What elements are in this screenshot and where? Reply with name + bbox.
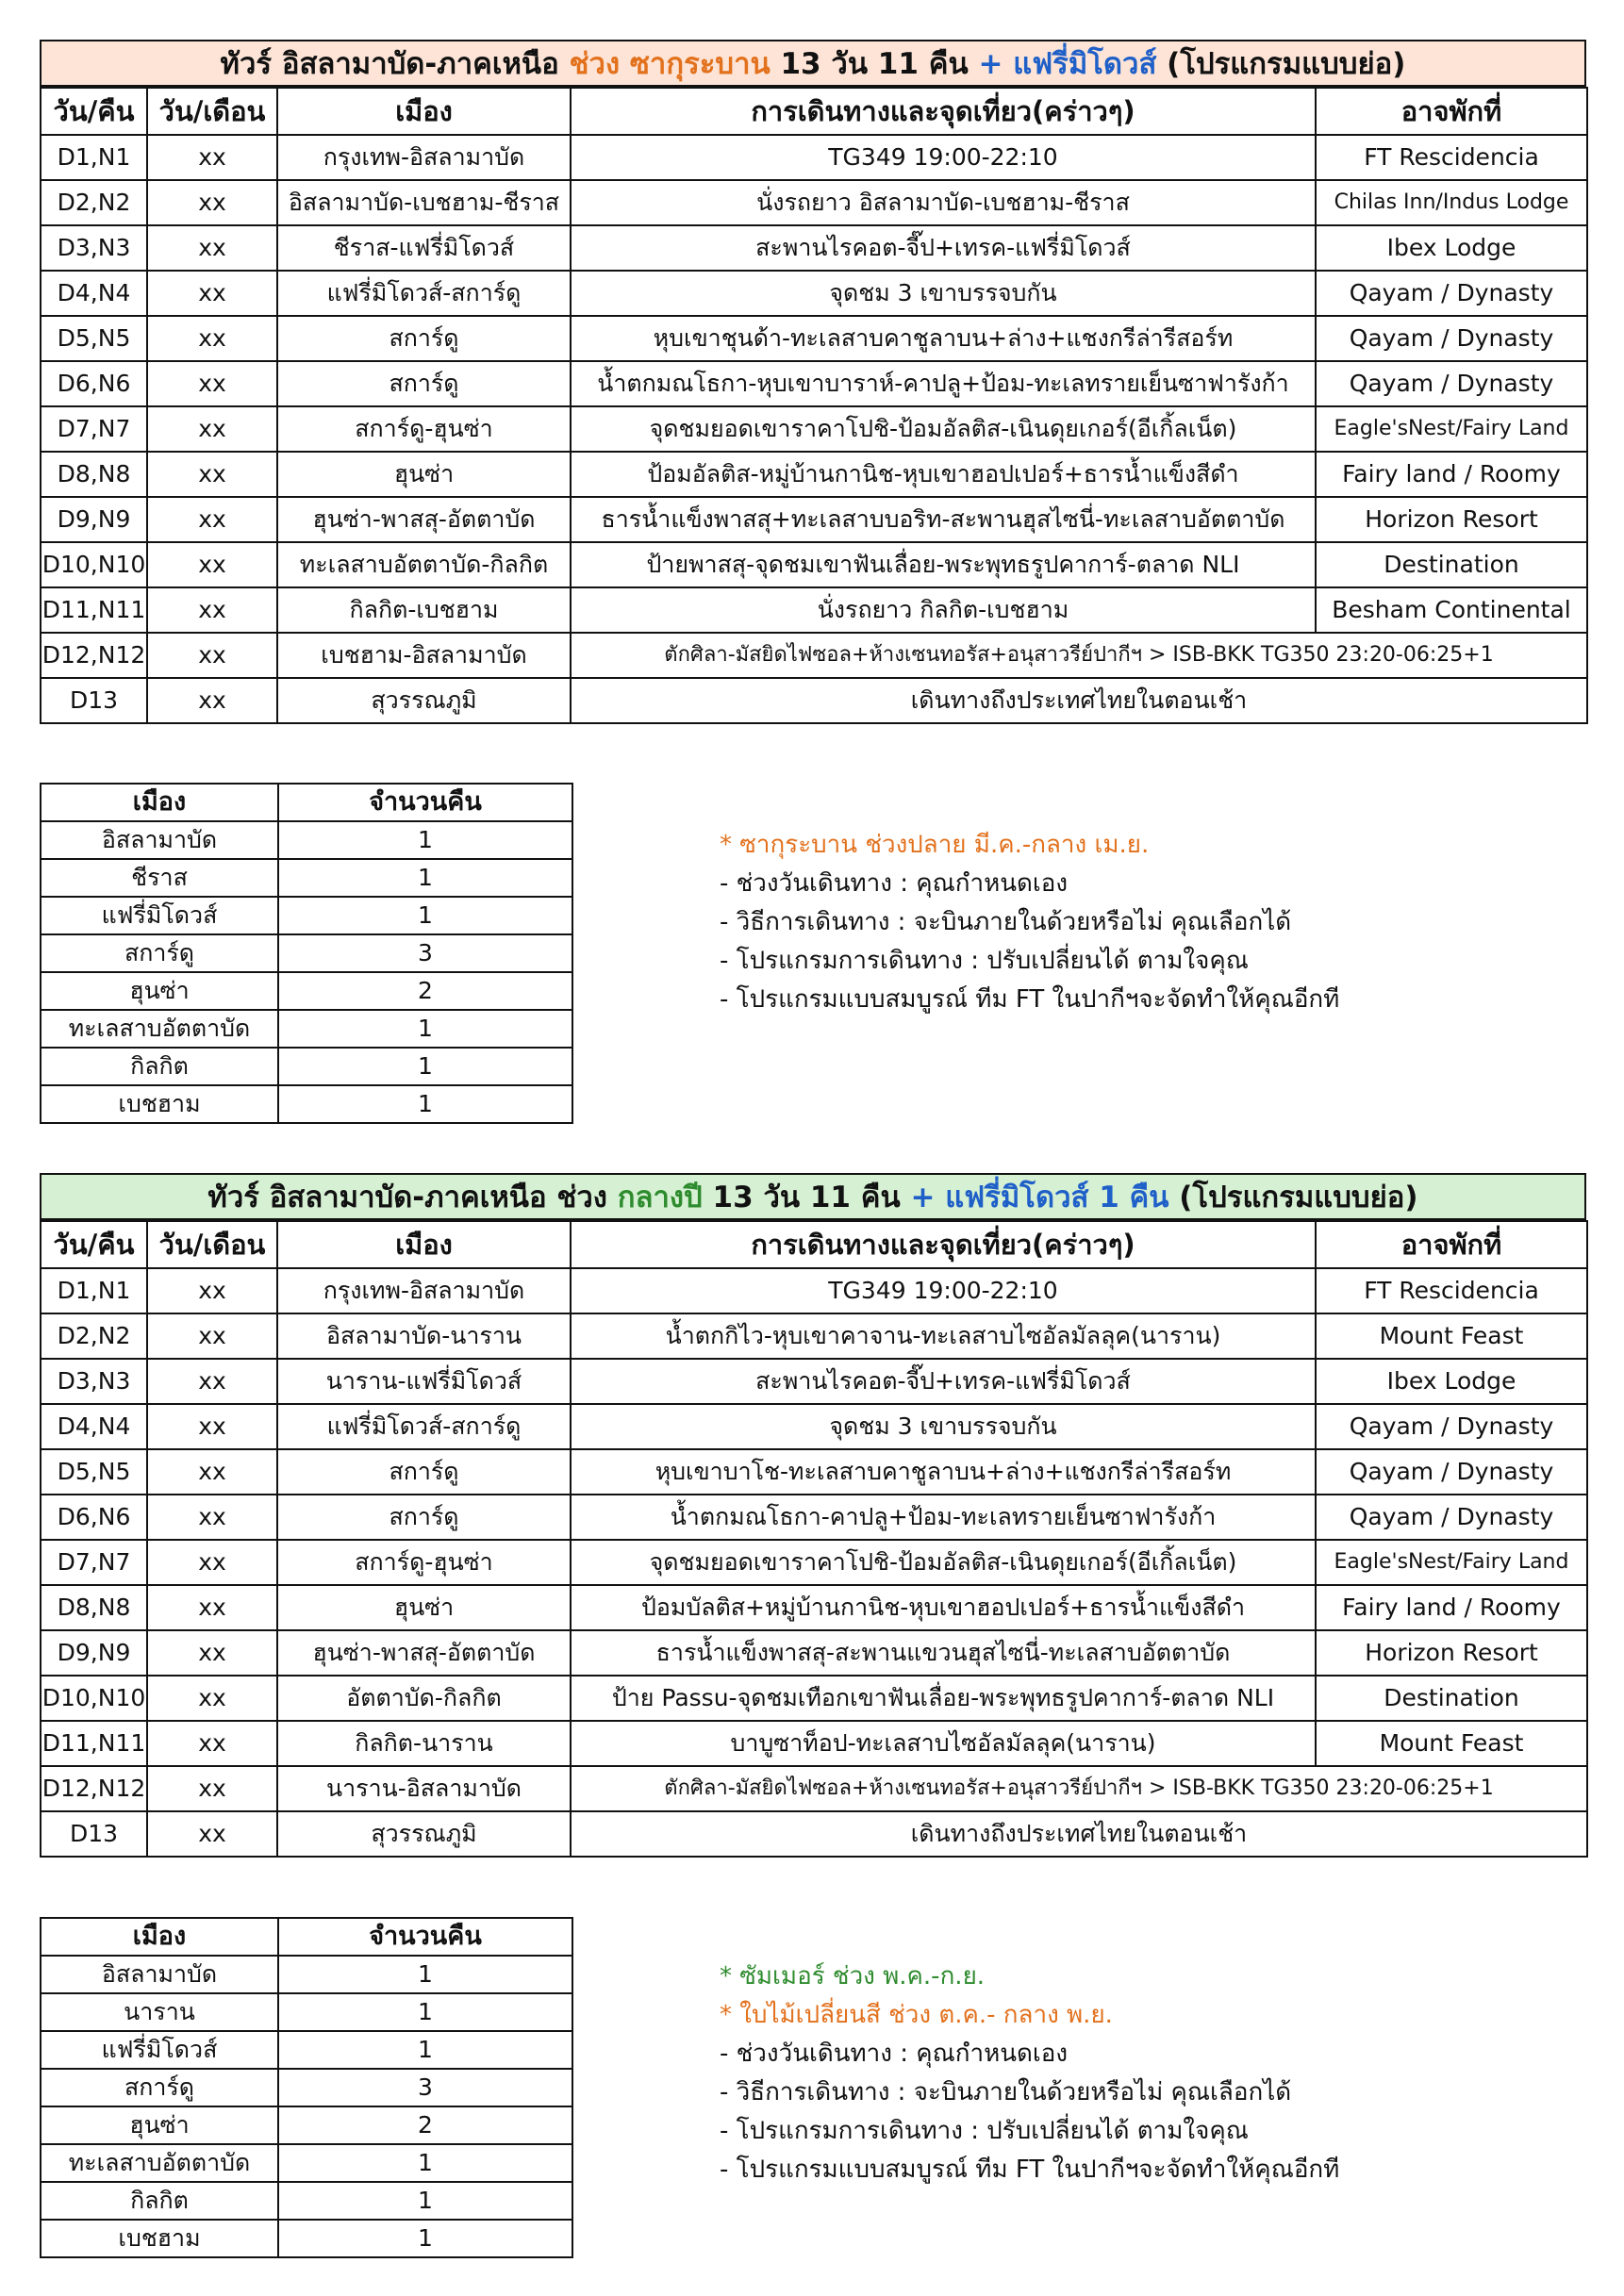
title-part: 13 วัน 11 คืน — [780, 47, 979, 81]
route-cell: หุบเขาบาโช-ทะเลสาบคาชูลาบน+ล่าง+แชงกรีล่ารีสอร์ท — [571, 1449, 1316, 1495]
table-row — [41, 972, 572, 1010]
section-title — [40, 40, 1586, 87]
date-cell: xx — [147, 1676, 277, 1721]
table-row — [41, 633, 1587, 678]
city-cell: สการ์ดู — [41, 2069, 278, 2106]
route-cell: น้ำตกมณโธกา-คาปลู+ป้อม-ทะเลทรายเย็นซาฟารังก้า — [571, 1495, 1316, 1540]
route-cell: ป้อมบัลติส+หมู่บ้านกานิช-หุบเขาฮอปเปอร์+ธารน้ำแข็งสีดำ — [571, 1585, 1316, 1630]
day-cell: D6,N6 — [41, 361, 147, 406]
date-cell: xx — [147, 452, 277, 497]
note-line: - โปรแกรมแบบสมบูรณ์ ทีม FT ในปากีฯจะจัดทำให้คุณอีกที — [720, 985, 1340, 1014]
date-cell: xx — [147, 271, 277, 316]
night-count-cell: 2 — [278, 2106, 572, 2144]
date-cell: xx — [147, 1268, 277, 1313]
day-cell: D1,N1 — [41, 1268, 147, 1313]
night-count-cell: 1 — [278, 897, 572, 934]
table-row — [41, 1993, 572, 2031]
day-cell: D8,N8 — [41, 1585, 147, 1630]
hotel-cell: Qayam / Dynasty — [1316, 361, 1587, 406]
title-part: (โปรแกรมแบบย่อ) — [1179, 1181, 1418, 1214]
date-cell: xx — [147, 542, 277, 587]
city-cell: ชีราส — [41, 859, 278, 897]
header-night-count: จำนวนคืน — [278, 1918, 572, 1956]
city-cell: กิลกิต — [41, 1048, 278, 1085]
hotel-cell: Besham Continental — [1316, 587, 1587, 633]
table-row — [41, 452, 1587, 497]
header-city: เมือง — [41, 1918, 278, 1956]
table-row — [41, 180, 1587, 225]
city-cell: แฟรี่มิโดวส์-สการ์ดู — [277, 1404, 571, 1449]
table-row — [41, 678, 1587, 723]
table-row — [41, 859, 572, 897]
hotel-cell: Mount Feast — [1316, 1313, 1587, 1359]
table-row — [41, 2144, 572, 2182]
city-cell: ฮุนซ่า-พาสสุ-อัตตาบัด — [277, 497, 571, 542]
day-cell: D10,N10 — [41, 1676, 147, 1721]
table-row — [41, 1048, 572, 1085]
route-cell: หุบเขาชุนด้า-ทะเลสาบคาชูลาบน+ล่าง+แชงกรีล่ารีสอร์ท — [571, 316, 1316, 361]
title-part: 13 วัน 11 คืน — [712, 1181, 911, 1214]
table-row — [41, 934, 572, 972]
title-part: ช่วง ซากุระบาน — [569, 47, 781, 81]
notes-block — [720, 1957, 1339, 2189]
route-cell: ป้อมอัลติส-หมู่บ้านกานิช-หุบเขาฮอปเปอร์+ธารน้ำแข็งสีดำ — [571, 452, 1316, 497]
date-cell: xx — [147, 1630, 277, 1676]
day-cell: D3,N3 — [41, 225, 147, 271]
table-row — [41, 1495, 1587, 1540]
header-city: เมือง — [277, 88, 571, 135]
night-count-cell: 1 — [278, 1085, 572, 1123]
hotel-cell: FT Rescidencia — [1316, 1268, 1587, 1313]
table-row — [41, 225, 1587, 271]
route-cell: จุดชมยอดเขาราคาโปชิ-ป้อมอัลติส-เนินดุยเกอร์(อีเกิ้ลเน็ต) — [571, 1540, 1316, 1585]
night-count-cell: 1 — [278, 821, 572, 859]
table-row — [41, 1449, 1587, 1495]
note-line: - วิธีการเดินทาง : จะบินภายในด้วยหรือไม่ คุณเลือกได้ — [720, 908, 1292, 936]
table-row — [41, 542, 1587, 587]
city-cell: อัตตาบัด-กิลกิต — [277, 1676, 571, 1721]
city-cell: นาราน — [41, 1993, 278, 2031]
hotel-cell: Horizon Resort — [1316, 1630, 1587, 1676]
hotel-cell: Ibex Lodge — [1316, 1359, 1587, 1404]
date-cell: xx — [147, 1404, 277, 1449]
city-cell: แฟรี่มิโดวส์-สการ์ดู — [277, 271, 571, 316]
itinerary-table — [40, 87, 1588, 724]
itinerary-section-midyear — [40, 1173, 1586, 1858]
table-row — [41, 1630, 1587, 1676]
title-part: (โปรแกรมแบบย่อ) — [1167, 47, 1406, 81]
hotel-cell: Qayam / Dynasty — [1316, 1449, 1587, 1495]
night-count-cell: 1 — [278, 2182, 572, 2220]
city-cell: สุวรรณภูมิ — [277, 678, 571, 723]
day-cell: D5,N5 — [41, 316, 147, 361]
table-row — [41, 821, 572, 859]
city-cell: อิสลามาบัด — [41, 821, 278, 859]
night-count-cell: 1 — [278, 2220, 572, 2257]
table-row — [41, 1721, 1587, 1766]
city-cell: ฮุนซ่า — [41, 2106, 278, 2144]
date-cell: xx — [147, 1313, 277, 1359]
night-count-cell: 3 — [278, 934, 572, 972]
note-line: - วิธีการเดินทาง : จะบินภายในด้วยหรือไม่ คุณเลือกได้ — [720, 2078, 1292, 2106]
table-row — [41, 406, 1587, 452]
route-cell: น้ำตกกิไว-หุบเขาคาจาน-ทะเลสาบไซอัลมัลลุค(นาราน) — [571, 1313, 1316, 1359]
table-row — [41, 1766, 1587, 1811]
city-cell: สุวรรณภูมิ — [277, 1811, 571, 1857]
day-cell: D13 — [41, 678, 147, 723]
route-cell: น้ำตกมณโธกา-หุบเขาบาราห์-คาปลู+ป้อม-ทะเลทรายเย็นซาฟารังก้า — [571, 361, 1316, 406]
date-cell: xx — [147, 180, 277, 225]
city-cell: ทะเลสาบอัตตาบัด — [41, 2144, 278, 2182]
table-row — [41, 1010, 572, 1048]
note-line: - โปรแกรมการเดินทาง : ปรับเปลี่ยนได้ ตามใจคุณ — [720, 947, 1249, 975]
night-count-cell: 1 — [278, 1048, 572, 1085]
city-cell: ฮุนซ่า-พาสสุ-อัตตาบัด — [277, 1630, 571, 1676]
table-row — [41, 2220, 572, 2257]
night-count-cell: 1 — [278, 1956, 572, 1993]
table-row — [41, 2106, 572, 2144]
table-row — [41, 1085, 572, 1123]
city-cell: สการ์ดู — [277, 1495, 571, 1540]
table-row — [41, 1811, 1587, 1857]
date-cell: xx — [147, 316, 277, 361]
hotel-cell: Eagle'sNest/Fairy Land — [1316, 406, 1587, 452]
city-cell: สการ์ดู-ฮุนซ่า — [277, 1540, 571, 1585]
header-day-night: วัน/คืน — [41, 88, 147, 135]
city-cell: กรุงเทพ-อิสลามาบัด — [277, 135, 571, 180]
date-cell: xx — [147, 497, 277, 542]
city-cell: สการ์ดู — [277, 316, 571, 361]
day-cell: D6,N6 — [41, 1495, 147, 1540]
route-cell: ธารน้ำแข็งพาสสุ+ทะเลสาบบอริท-สะพานฮุสไซนี่-ทะเลสาบอัตตาบัด — [571, 497, 1316, 542]
table-row — [41, 1540, 1587, 1585]
hotel-cell: FT Rescidencia — [1316, 135, 1587, 180]
section-title — [40, 1173, 1586, 1220]
table-row — [41, 1956, 572, 1993]
title-part: กลางปี — [617, 1181, 713, 1214]
city-cell: สการ์ดู-ฮุนซ่า — [277, 406, 571, 452]
date-cell: xx — [147, 406, 277, 452]
route-cell: สะพานไรคอต-จี๊ป+เทรค-แฟรี่มิโดวส์ — [571, 1359, 1316, 1404]
route-cell: สะพานไรคอต-จี๊ป+เทรค-แฟรี่มิโดวส์ — [571, 225, 1316, 271]
table-row — [41, 1585, 1587, 1630]
route-cell: จุดชม 3 เขาบรรจบกัน — [571, 1404, 1316, 1449]
city-cell: กิลกิต-นาราน — [277, 1721, 571, 1766]
header-city: เมือง — [277, 1221, 571, 1268]
route-cell: นั่งรถยาว กิลกิต-เบชฮาม — [571, 587, 1316, 633]
day-cell: D8,N8 — [41, 452, 147, 497]
city-cell: แฟรี่มิโดวส์ — [41, 2031, 278, 2069]
city-cell: อิสลามาบัด-เบชฮาม-ชีราส — [277, 180, 571, 225]
city-cell: สการ์ดู — [277, 1449, 571, 1495]
city-cell: ทะเลสาบอัตตาบัด-กิลกิต — [277, 542, 571, 587]
hotel-cell: Fairy land / Roomy — [1316, 452, 1587, 497]
city-cell: อิสลามาบัด-นาราน — [277, 1313, 571, 1359]
date-cell: xx — [147, 225, 277, 271]
day-cell: D4,N4 — [41, 271, 147, 316]
table-row — [41, 2182, 572, 2220]
table-row — [41, 1313, 1587, 1359]
day-cell: D7,N7 — [41, 406, 147, 452]
night-count-cell: 3 — [278, 2069, 572, 2106]
header-route: การเดินทางและจุดเที่ยว(คร่าวๆ) — [571, 88, 1316, 135]
route-cell: เดินทางถึงประเทศไทยในตอนเช้า — [571, 1811, 1587, 1857]
city-cell: แฟรี่มิโดวส์ — [41, 897, 278, 934]
city-cell: สการ์ดู — [277, 361, 571, 406]
city-cell: ทะเลสาบอัตตาบัด — [41, 1010, 278, 1048]
date-cell: xx — [147, 1449, 277, 1495]
hotel-cell: Qayam / Dynasty — [1316, 1495, 1587, 1540]
nights-table — [40, 783, 573, 1124]
hotel-cell: Mount Feast — [1316, 1721, 1587, 1766]
day-cell: D11,N11 — [41, 587, 147, 633]
route-cell: TG349 19:00-22:10 — [571, 1268, 1316, 1313]
route-cell: ตักศิลา-มัสยิดไฟซอล+ห้างเซนทอรัส+อนุสาวรีย์ปากีฯ > ISB-BKK TG350 23:20-06:25+1 — [571, 633, 1587, 678]
note-line: * ซัมเมอร์ ช่วง พ.ค.-ก.ย. — [720, 1962, 986, 1990]
city-cell: กรุงเทพ-อิสลามาบัด — [277, 1268, 571, 1313]
title-part: ทัวร์ อิสลามาบัด-ภาคเหนือ — [220, 47, 570, 81]
header-date: วัน/เดือน — [147, 88, 277, 135]
date-cell: xx — [147, 1540, 277, 1585]
date-cell: xx — [147, 1721, 277, 1766]
table-row — [41, 587, 1587, 633]
note-line: - โปรแกรมการเดินทาง : ปรับเปลี่ยนได้ ตามใจคุณ — [720, 2117, 1249, 2145]
route-cell: TG349 19:00-22:10 — [571, 135, 1316, 180]
title-part: ทัวร์ อิสลามาบัด-ภาคเหนือ ช่วง — [207, 1181, 618, 1214]
day-cell: D1,N1 — [41, 135, 147, 180]
table-row — [41, 361, 1587, 406]
date-cell: xx — [147, 361, 277, 406]
table-row — [41, 497, 1587, 542]
hotel-cell: Qayam / Dynasty — [1316, 271, 1587, 316]
itinerary-section-sakura — [40, 40, 1586, 724]
date-cell: xx — [147, 135, 277, 180]
note-line: * ใบไม้เปลี่ยนสี ช่วง ต.ค.- กลาง พ.ย. — [720, 2001, 1113, 2029]
table-row — [41, 2031, 572, 2069]
date-cell: xx — [147, 633, 277, 678]
date-cell: xx — [147, 587, 277, 633]
table-row — [41, 1359, 1587, 1404]
hotel-cell: Chilas Inn/Indus Lodge — [1316, 180, 1587, 225]
city-cell: สการ์ดู — [41, 934, 278, 972]
route-cell: ป้ายพาสสุ-จุดชมเขาฟันเลื่อย-พระพุทธรูปคาการ์-ตลาด NLI — [571, 542, 1316, 587]
day-cell: D7,N7 — [41, 1540, 147, 1585]
city-cell: ฮุนซ่า — [41, 972, 278, 1010]
route-cell: ป้าย Passu-จุดชมเทือกเขาฟันเลื่อย-พระพุทธรูปคาการ์-ตลาด NLI — [571, 1676, 1316, 1721]
city-cell: ชีราส-แฟรี่มิโดวส์ — [277, 225, 571, 271]
day-cell: D13 — [41, 1811, 147, 1857]
note-line: - ช่วงวันเดินทาง : คุณกำหนดเอง — [720, 2040, 1069, 2068]
hotel-cell: Destination — [1316, 542, 1587, 587]
day-cell: D2,N2 — [41, 1313, 147, 1359]
table-row — [41, 271, 1587, 316]
day-cell: D11,N11 — [41, 1721, 147, 1766]
table-row — [41, 2069, 572, 2106]
route-cell: บาบูซาท็อป-ทะเลสาบไซอัลมัลลุค(นาราน) — [571, 1721, 1316, 1766]
note-line: - โปรแกรมแบบสมบูรณ์ ทีม FT ในปากีฯจะจัดทำให้คุณอีกที — [720, 2156, 1340, 2184]
city-cell: นาราน-อิสลามาบัด — [277, 1766, 571, 1811]
day-cell: D4,N4 — [41, 1404, 147, 1449]
nights-table — [40, 1917, 573, 2258]
date-cell: xx — [147, 1585, 277, 1630]
route-cell: นั่งรถยาว อิสลามาบัด-เบชฮาม-ชีราส — [571, 180, 1316, 225]
city-cell: ฮุนซ่า — [277, 1585, 571, 1630]
table-row — [41, 1404, 1587, 1449]
date-cell: xx — [147, 1359, 277, 1404]
route-cell: ธารน้ำแข็งพาสสุ-สะพานแขวนฮุสไซนี่-ทะเลสาบอัตตาบัด — [571, 1630, 1316, 1676]
date-cell: xx — [147, 1811, 277, 1857]
header-date: วัน/เดือน — [147, 1221, 277, 1268]
city-cell: กิลกิต-เบชฮาม — [277, 587, 571, 633]
table-row — [41, 1676, 1587, 1721]
day-cell: D12,N12 — [41, 1766, 147, 1811]
notes-block — [720, 826, 1339, 1019]
hotel-cell: Eagle'sNest/Fairy Land — [1316, 1540, 1587, 1585]
night-count-cell: 2 — [278, 972, 572, 1010]
route-cell: เดินทางถึงประเทศไทยในตอนเช้า — [571, 678, 1587, 723]
hotel-cell: Ibex Lodge — [1316, 225, 1587, 271]
header-hotel: อาจพักที่ — [1316, 88, 1587, 135]
day-cell: D3,N3 — [41, 1359, 147, 1404]
night-count-cell: 1 — [278, 2031, 572, 2069]
title-part: + แฟรี่มิโดวส์ — [978, 47, 1168, 81]
table-row — [41, 135, 1587, 180]
header-city: เมือง — [41, 784, 278, 821]
night-count-cell: 1 — [278, 859, 572, 897]
route-cell: ตักศิลา-มัสยิดไฟซอล+ห้างเซนทอรัส+อนุสาวรีย์ปากีฯ > ISB-BKK TG350 23:20-06:25+1 — [571, 1766, 1587, 1811]
city-cell: อิสลามาบัด — [41, 1956, 278, 1993]
city-cell: ฮุนซ่า — [277, 452, 571, 497]
itinerary-table — [40, 1220, 1588, 1858]
date-cell: xx — [147, 678, 277, 723]
day-cell: D10,N10 — [41, 542, 147, 587]
table-row — [41, 1268, 1587, 1313]
day-cell: D9,N9 — [41, 497, 147, 542]
hotel-cell: Qayam / Dynasty — [1316, 316, 1587, 361]
night-count-cell: 1 — [278, 1993, 572, 2031]
hotel-cell: Destination — [1316, 1676, 1587, 1721]
header-night-count: จำนวนคืน — [278, 784, 572, 821]
day-cell: D9,N9 — [41, 1630, 147, 1676]
date-cell: xx — [147, 1766, 277, 1811]
hotel-cell: Qayam / Dynasty — [1316, 1404, 1587, 1449]
day-cell: D5,N5 — [41, 1449, 147, 1495]
city-cell: กิลกิต — [41, 2182, 278, 2220]
hotel-cell: Fairy land / Roomy — [1316, 1585, 1587, 1630]
table-row — [41, 897, 572, 934]
city-cell: นาราน-แฟรี่มิโดวส์ — [277, 1359, 571, 1404]
title-part: + แฟรี่มิโดวส์ 1 คืน — [910, 1181, 1180, 1214]
note-line: - ช่วงวันเดินทาง : คุณกำหนดเอง — [720, 869, 1069, 898]
header-hotel: อาจพักที่ — [1316, 1221, 1587, 1268]
table-row — [41, 316, 1587, 361]
night-count-cell: 1 — [278, 1010, 572, 1048]
night-count-cell: 1 — [278, 2144, 572, 2182]
date-cell: xx — [147, 1495, 277, 1540]
day-cell: D12,N12 — [41, 633, 147, 678]
hotel-cell: Horizon Resort — [1316, 497, 1587, 542]
header-day-night: วัน/คืน — [41, 1221, 147, 1268]
day-cell: D2,N2 — [41, 180, 147, 225]
note-line: * ซากุระบาน ช่วงปลาย มี.ค.-กลาง เม.ย. — [720, 831, 1150, 859]
city-cell: เบชฮาม-อิสลามาบัด — [277, 633, 571, 678]
header-route: การเดินทางและจุดเที่ยว(คร่าวๆ) — [571, 1221, 1316, 1268]
route-cell: จุดชม 3 เขาบรรจบกัน — [571, 271, 1316, 316]
city-cell: เบชฮาม — [41, 2220, 278, 2257]
city-cell: เบชฮาม — [41, 1085, 278, 1123]
route-cell: จุดชมยอดเขาราคาโปชิ-ป้อมอัลติส-เนินดุยเกอร์(อีเกิ้ลเน็ต) — [571, 406, 1316, 452]
